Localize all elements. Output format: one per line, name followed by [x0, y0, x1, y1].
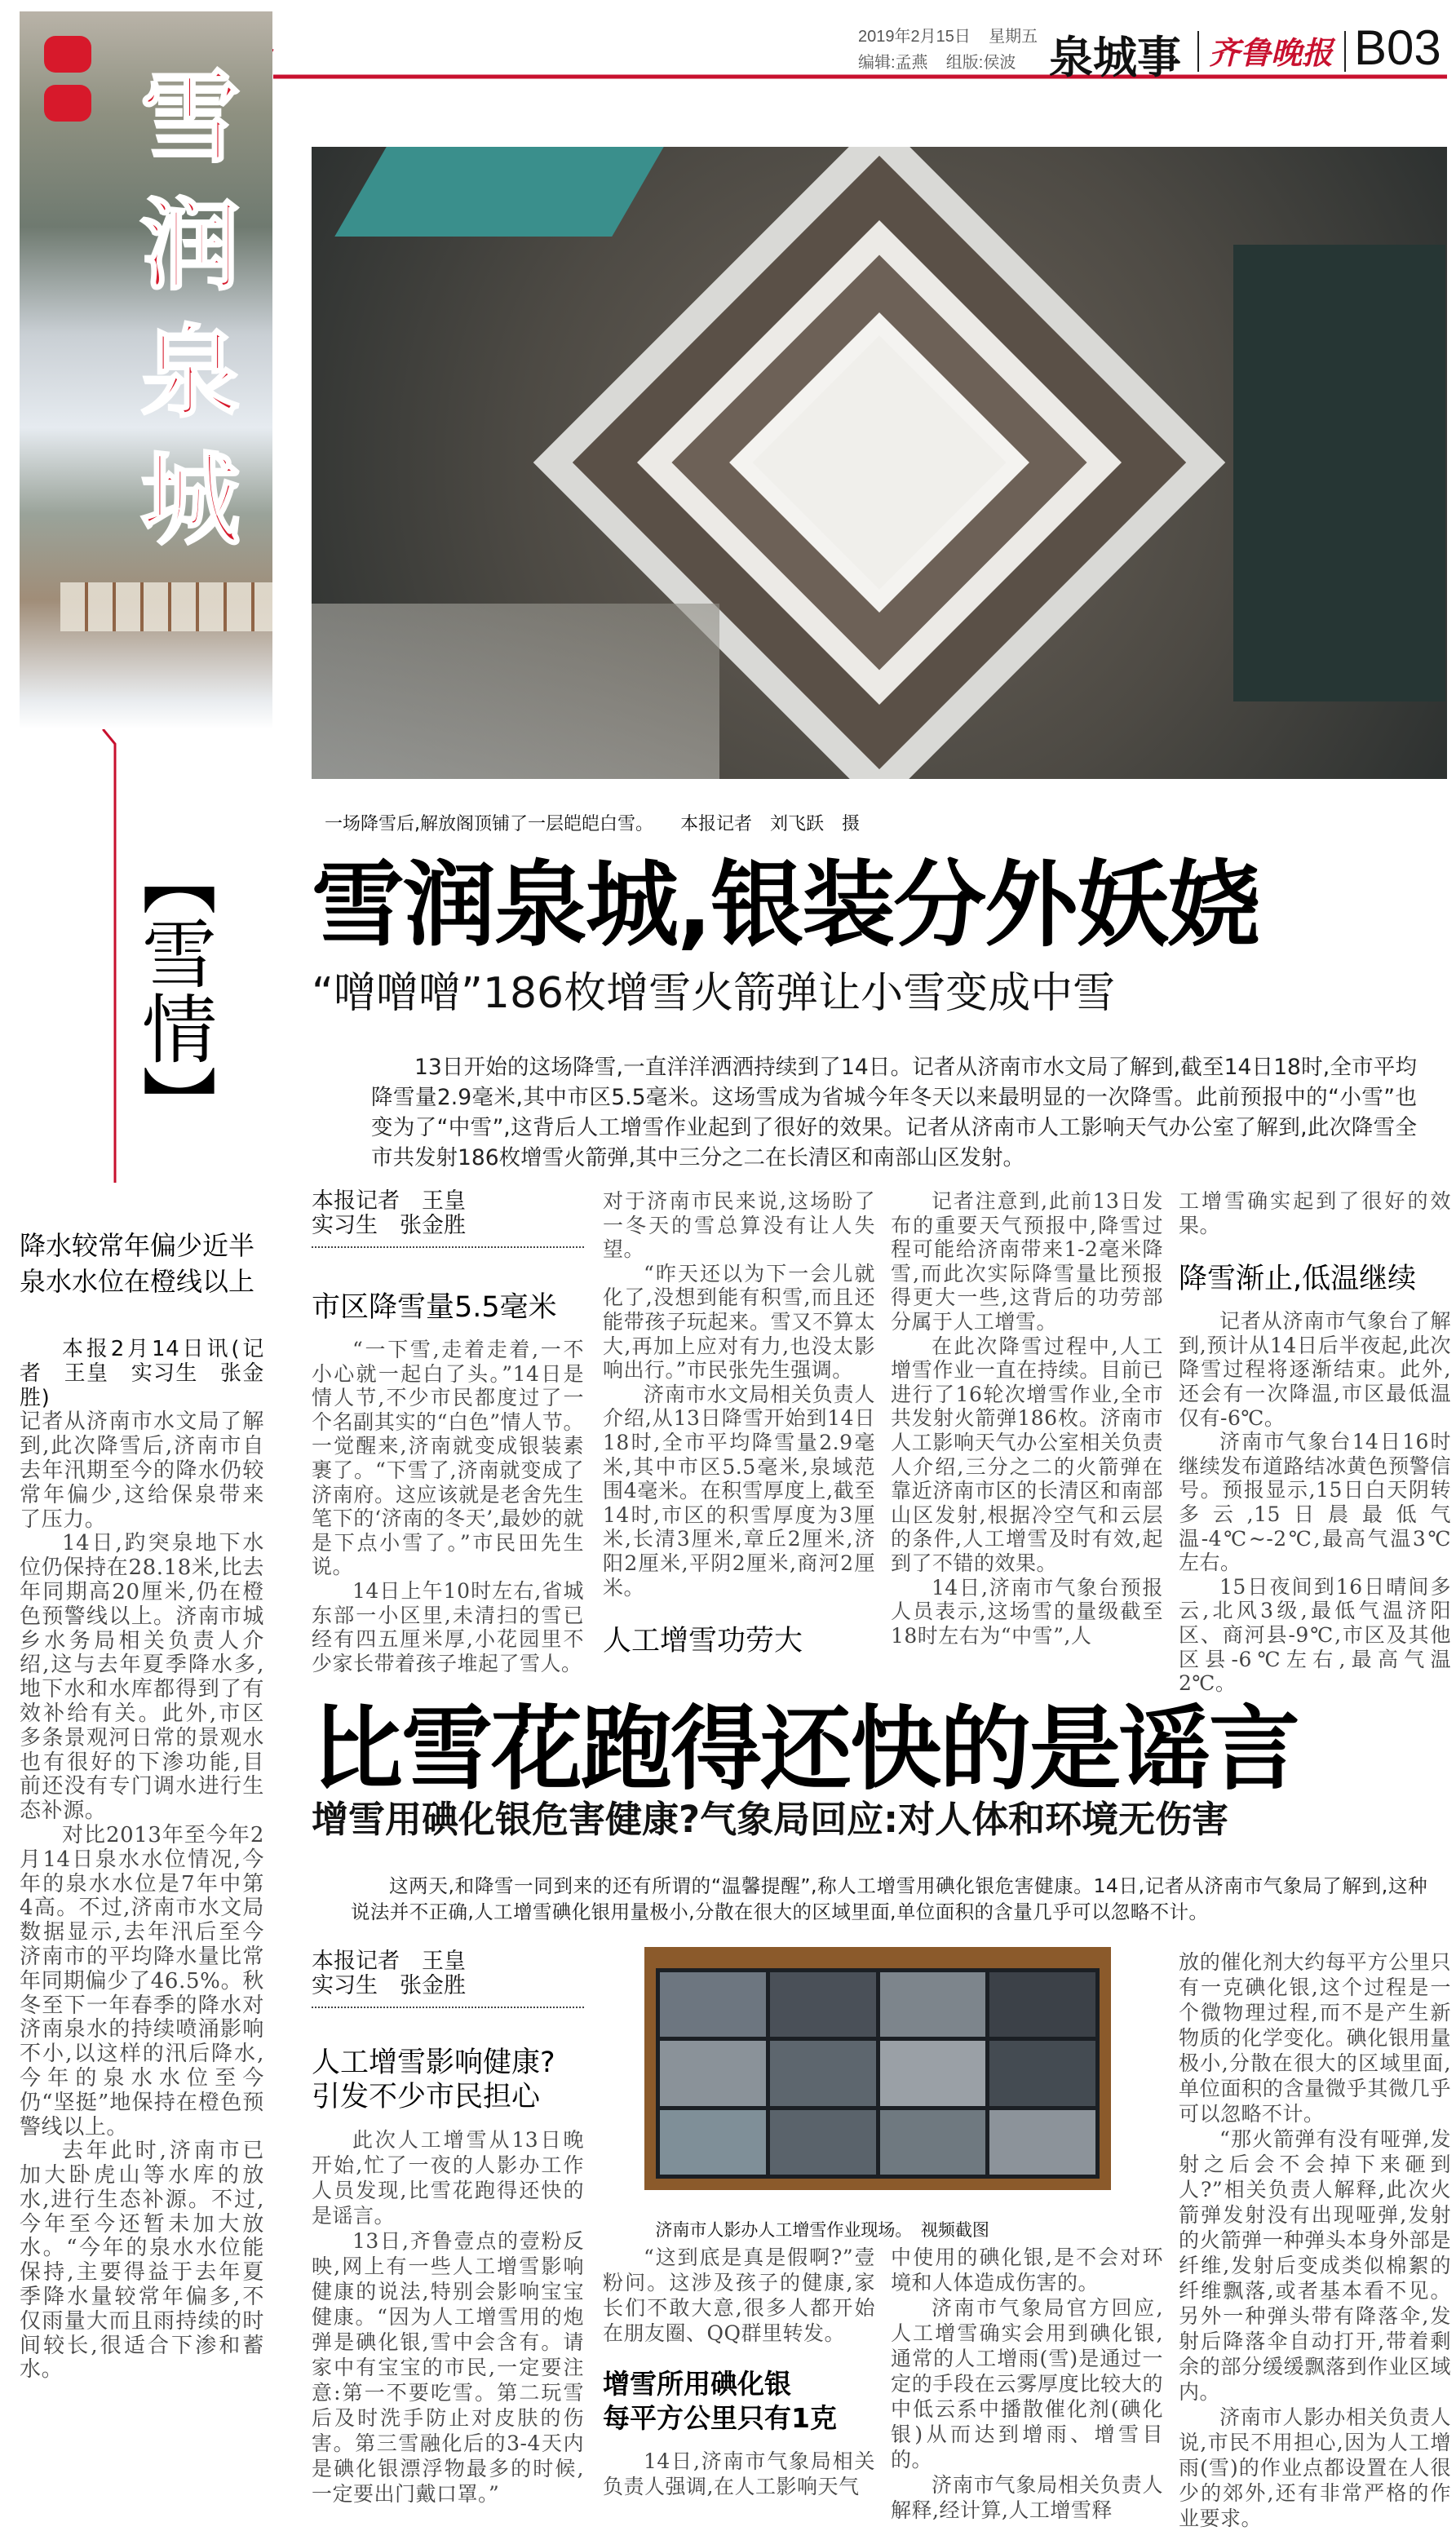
- editor: 编辑:孟燕: [858, 54, 928, 72]
- caption-text: 一场降雪后,解放阁顶铺了一层皑皑白雪。: [325, 814, 644, 834]
- header-divider: [1197, 31, 1199, 72]
- paragraph: 去年此时,济南市已加大卧虎山等水库的放水,进行生态补源。不过,今年至今还暂未加大放水。“今年的泉水水位能保持,主要得益于去年夏季降水量较常年偏多,不仅雨量大而且雨持续的时间较长,很适合下渗和蓄水。: [20, 2139, 264, 2383]
- lead-paragraph: 13日开始的这场降雪,一直洋洋洒洒持续到了14日。记者从济南市水文局了解到,截至14日18时,全市平均降雪量2.9毫米,其中市区5.5毫米。这场雪成为省城今年冬天以来最明显的一次降雪。此前预报中的“小雪”也变为了“中雪”,这背后人工增雪作业起到了很好的效果。记者从济南市人工影响天气办公室了解到,此次降雪全市共发射186枚增雪火箭弹,其中三分之二在长清区和南部山区发射。: [371, 1055, 1417, 1170]
- article1-column-2: [603, 1189, 875, 1671]
- caption-text: 济南市人影办人工增雪作业现场。: [655, 2220, 904, 2240]
- paragraph: 在此次降雪过程中,人工增雪作业一直在持续。目前已进行了16轮次增雪作业,全市共发射火箭弹186枚。济南市人工影响天气办公室相关负责人介绍,三分之二的火箭弹在靠近济南市区的长清区和南部山区发射,根据冷空气和云层的条件,人工增雪及时有效,起到了不错的效果。: [891, 1334, 1163, 1575]
- paragraph: 济南市人影办相关负责人说,市民不用担心,因为人工增雨(雪)的作业点都设置在人很少的郊外,还有非常严格的作业要求。: [1179, 2405, 1451, 2530]
- dateline: 本报2月14日讯(记者 王皇 实习生 张金胜): [20, 1337, 264, 1410]
- main-photo-pavilion-aerial: [312, 147, 1447, 779]
- sidebar-headline-line: 泉水水位在橙线以上: [20, 1266, 255, 1297]
- paragraph: 14日,济南市气象台预报人员表示,这场雪的量级截至18时左右为“中雪”,人: [891, 1575, 1163, 1648]
- sidebar-body: [20, 1338, 264, 2383]
- paragraph: 14日,济南市气象局相关负责人强调,在人工影响天气: [603, 2449, 875, 2498]
- lantern-icon: [44, 36, 91, 73]
- paragraph: 对比2013年至今年2月14日泉水水位情况,今年的泉水水位是7年中第4高。不过,济南市水文局数据显示,去年汛后至今济南市的平均降水量比常年同期偏少了46.5%。秋冬至下一年春季的降水对济南泉水的持续喷涌影响不小,以这样的汛后降水,今年的泉水水位至今仍“坚挺”地保持在橙色预警线以上。: [20, 1822, 264, 2139]
- paragraph: “昨天还以为下一会儿就化了,没想到能有积雪,而且还能带孩子玩起来。雪又不算太大,再加上应对有力,也没太影响出行。”市民张先生强调。: [603, 1261, 875, 1383]
- article2-column-1: [312, 1949, 584, 2507]
- paragraph: 济南市气象局相关负责人解释,经计算,人工增雪释: [891, 2473, 1163, 2522]
- heading-line: 引发不少市民担心: [312, 2081, 541, 2113]
- control-room-photo: [644, 1947, 1111, 2190]
- paragraph: 中使用的碘化银,是不会对环境和人体造成伤害的。: [891, 2246, 1163, 2294]
- paragraph: 15日夜间到16日晴间多云,北风3级,最低气温济阳区、商河县-9℃,市区及其他区县-6℃左右,最高气温2℃。: [1179, 1574, 1451, 1696]
- issue-date: [858, 23, 1038, 46]
- paragraph: 记者注意到,此前13日发布的重要天气预报中,降雪过程可能给济南带来1-2毫米降雪,而此次实际降雪量比预报得更大一些,这背后的功劳部分属于人工增雪。: [891, 1189, 1163, 1334]
- section-heading: [312, 2046, 584, 2114]
- section-title: 泉城事: [1049, 32, 1181, 83]
- newspaper-logo: 齐鲁晚报: [1209, 34, 1334, 71]
- article2-subheadline: 增雪用碘化银危害健康?气象局回应:对人体和环境无伤害: [312, 1798, 1229, 1841]
- heading-line: 人工增雪影响健康?: [312, 2046, 555, 2079]
- sidebar-headline: [20, 1228, 254, 1299]
- paragraph: 放的催化剂大约每平方公里只有一克碘化银,这个过程是一个微物理过程,而不是产生新物质的化学变化。碘化银用量极小,分散在很大的区域里面,单位面积的含量微乎其微几乎可以忽略不计。: [1179, 1950, 1451, 2126]
- article2-headline: 比雪花跑得还快的是谣言: [312, 1697, 1299, 1803]
- sidebar-headline-line: 降水较常年偏少近半: [20, 1230, 255, 1261]
- date: 2019年2月15日: [858, 28, 971, 46]
- article2-column-4: [1179, 1949, 1451, 2531]
- byline: [312, 1949, 584, 2008]
- section-heading: [603, 2367, 875, 2436]
- lantern-icon: [44, 85, 91, 122]
- paragraph: 此次人工增雪从13日晚开始,忙了一夜的人影办工作人员发现,比雪花跑得还快的是谣言。: [312, 2128, 584, 2228]
- photo-caption: [313, 790, 860, 835]
- paragraph: 记者从济南市气象台了解到,预计从14日后半夜起,此次降雪过程将逐渐结束。此外,还会有一次降温,市区最低温仅有-6℃。: [1179, 1309, 1451, 1430]
- byline-reporter: 本报记者 王皇: [312, 1949, 466, 1974]
- paragraph: 济南市气象局官方回应,人工增雪确实会用到碘化银,通常的人工增雨(雪)是通过一定的手段在云雾厚度比较大的中低云系中播散催化剂(碘化银)从而达到增雨、增雪目的。: [891, 2296, 1163, 2471]
- section-heading: 人工增雪功劳大: [603, 1625, 803, 1658]
- article1-headline: 雪润泉城,银装分外妖娆: [312, 851, 1259, 959]
- article2-column-2: [603, 2245, 875, 2499]
- article1-column-1: [312, 1189, 584, 1675]
- paragraph: 对于济南市民来说,这场盼了一冬天的雪总算没有让人失望。: [603, 1189, 875, 1262]
- byline-intern: 实习生 张金胜: [312, 1973, 466, 1998]
- page-number: B03: [1354, 20, 1441, 75]
- article2-lead: [351, 1873, 1427, 1925]
- paragraph: “这到底是真是假啊?”壹粉问。这涉及孩子的健康,家长们不敢大意,很多人都开始在朋友圈、QQ群里转发。: [603, 2246, 875, 2345]
- section-heading: 降雪渐止,低温继续: [1179, 1263, 1417, 1296]
- weekday: 星期五: [989, 28, 1038, 46]
- article1-column-3: [891, 1189, 1163, 1648]
- article2-column-3: [891, 2245, 1163, 2523]
- heading-line: 每平方公里只有1克: [603, 2402, 837, 2434]
- layout-editor: 组版:侯波: [945, 54, 1016, 72]
- byline-intern: 实习生 张金胜: [312, 1213, 466, 1238]
- article1-subheadline: “噌噌噌”186枚增雪火箭弹让小雪变成中雪: [312, 969, 1116, 1018]
- photo-credit: 视频截图: [920, 2220, 989, 2240]
- paragraph: 工增雪确实起到了很好的效果。: [1179, 1189, 1451, 1237]
- photo-credit: 本报记者 刘飞跃 摄: [680, 814, 861, 834]
- editors: [858, 49, 1016, 73]
- byline: [312, 1189, 584, 1248]
- heading-line: 增雪所用碘化银: [603, 2368, 791, 2400]
- article1-column-4: [1179, 1189, 1451, 1696]
- paragraph: 济南市水文局相关负责人介绍,从13日降雪开始到14日18时,全市平均降雪量2.9毫米,其中市区5.5毫米,泉域范围4毫米。在积雪厚度上,截至14时,市区的积雪厚度为3厘米,长清3厘米,章丘2厘米,济阳2厘米,平阴2厘米,商河2厘米。: [603, 1382, 875, 1600]
- banner-title: 雪润泉城: [124, 65, 240, 574]
- lead-paragraph: 这两天,和降雪一同到来的还有所谓的“温馨提醒”,称人工增雪用碘化银危害健康。14日,记者从济南市气象局了解到,这种说法并不正确,人工增雪碘化银用量极小,分散在很大的区域里面,单位面积的含量几乎可以忽略不计。: [351, 1874, 1427, 1923]
- paragraph: 13日,齐鲁壹点的壹粉反映,网上有一些人工增雪影响健康的说法,特别会影响宝宝健康。“因为人工增雪用的炮弹是碘化银,雪中会含有。请家中有宝宝的市民,一定要注意:第一不要吃雪。第二玩雪后及时洗手防止对皮肤的伤害。第三雪融化后的3-4天内是碘化银漂浮物最多的时候,一定要出门戴口罩。”: [312, 2229, 584, 2506]
- paragraph: “那火箭弹有没有哑弹,发射之后会不会掉下来砸到人?”相关负责人解释,此次火箭弹发射没有出现哑弹,发射的火箭弹一种弹头本身外部是纤维,发射后变成类似棉絮的纤维飘落,或者基本看不见。另外一种弹头带有降落伞,发射后降落伞自动打开,带着剩余的部分缓缓飘落到作业区域内。: [1179, 2127, 1451, 2404]
- boats: [60, 582, 272, 631]
- article1-lead: [371, 1052, 1417, 1173]
- paragraph: 济南市气象台14日16时继续发布道路结冰黄色预警信号。预报显示,15日白天阴转多云,15日晨最低气温-4℃~-2℃,最高气温3℃左右。: [1179, 1430, 1451, 1575]
- header-divider: [1344, 31, 1346, 72]
- section-heading: 市区降雪量5.5毫米: [312, 1291, 557, 1324]
- paragraph: 14日上午10时左右,省城东部一小区里,未清扫的雪已经有四五厘米厚,小花园里不少家长带着孩子堆起了雪人。: [312, 1578, 584, 1675]
- paragraph: 14日,趵突泉地下水位仍保持在28.18米,比去年同期高20厘米,仍在橙色预警线以上。济南市城乡水务局相关负责人介绍,这与去年夏季降水多,地下水和水库都得到了有效补给有关。此外,市区多条景观河日常的景观水也有很好的下渗功能,目前还没有专门调水进行生态补源。: [20, 1531, 264, 1824]
- section-tag: 【雪情】: [130, 840, 217, 1140]
- byline-reporter: 本报记者 王皇: [312, 1188, 466, 1214]
- paragraph: 记者从济南市水文局了解到,此次降雪后,济南市自去年汛期至今的降水仍较常年偏少,这给保泉带来了压力。: [20, 1409, 264, 1532]
- photo2-caption: [644, 2197, 989, 2241]
- paragraph: “一下雪,走着走着,一不小心就一起白了头。”14日是情人节,不少市民都度过了一个名副其实的“白色”情人节。一觉醒来,济南就变成银装素裹了。“下雪了,济南就变成了济南府。这应该就是老舍先生笔下的‘济南的冬天’,最妙的就是下点小雪了。”市民田先生说。: [312, 1338, 584, 1579]
